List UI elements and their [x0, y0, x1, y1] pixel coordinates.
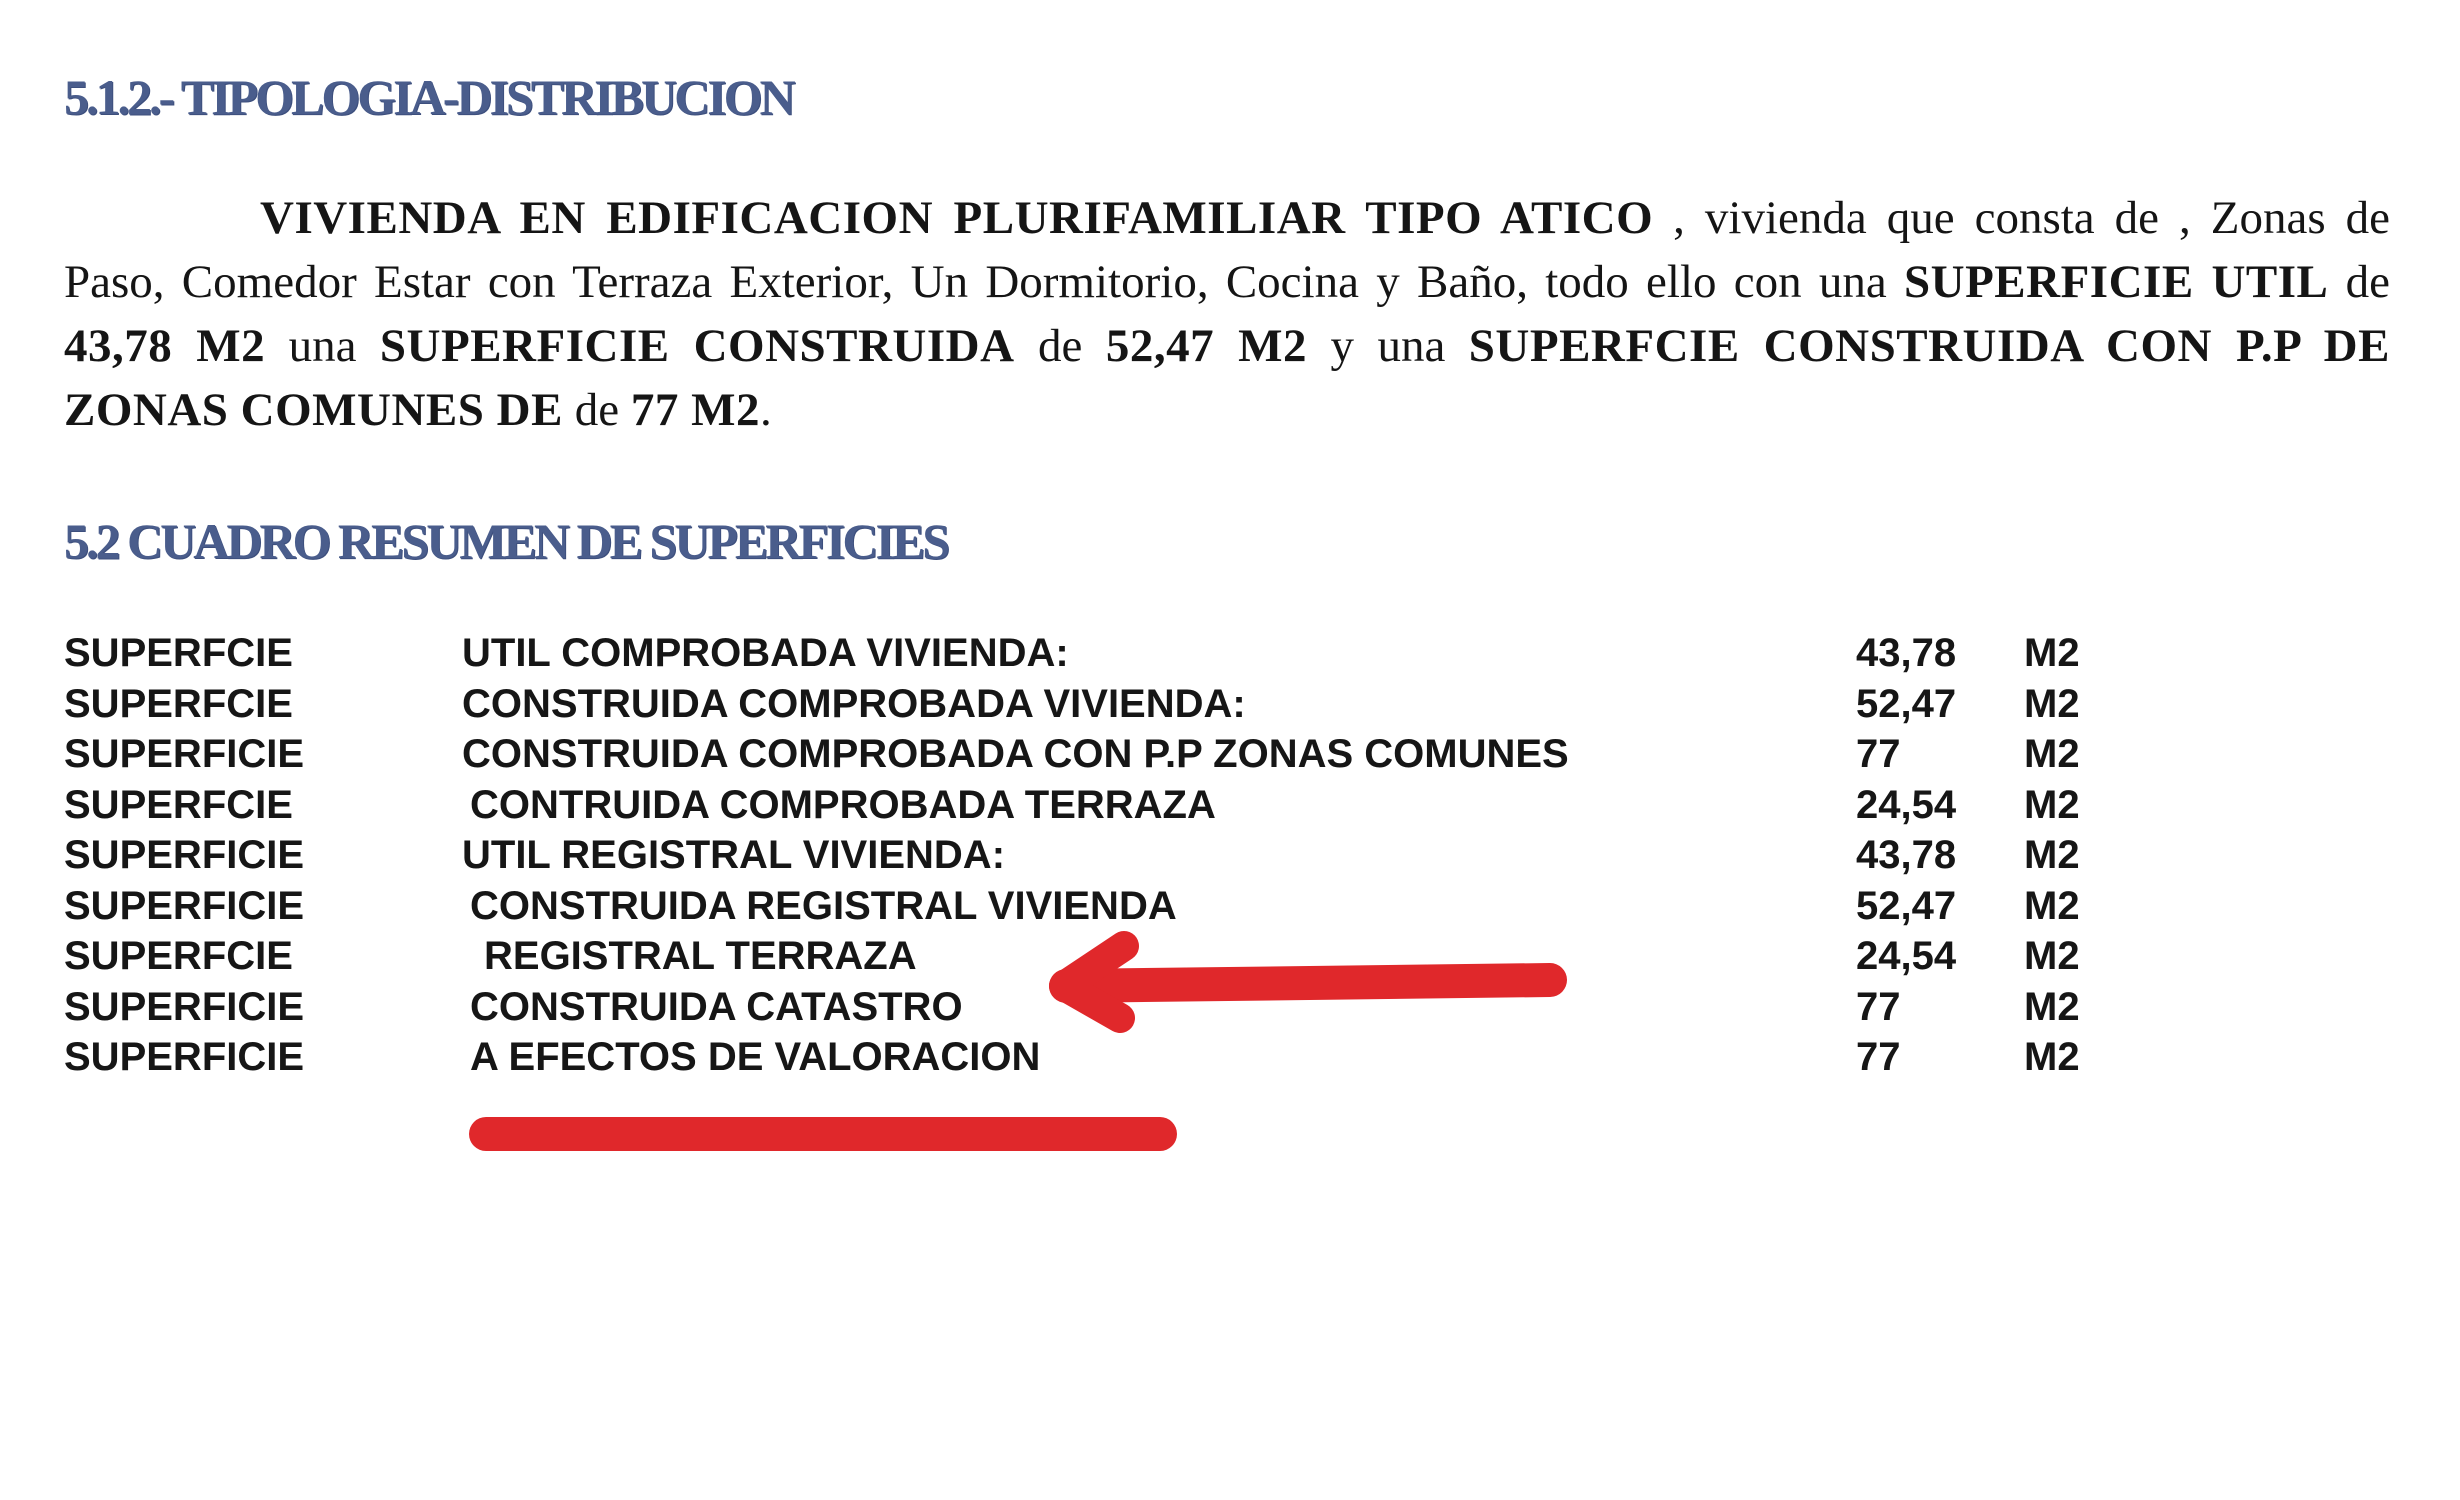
section-heading-cuadro-resumen: 5.2 CUADRO RESUMEN DE SUPERFICIES — [64, 513, 948, 569]
row-description: CONSTRUIDA COMPROBADA CON P.P ZONAS COMUNES — [462, 732, 1569, 776]
row-unit: M2 — [2024, 883, 2080, 928]
row-label: SUPERFICIE — [64, 984, 305, 1029]
row-label: SUPERFICIE — [64, 732, 305, 776]
superficie-util-term: SUPERFICIE UTIL — [1904, 256, 2329, 308]
row-label: SUPERFICIE — [64, 833, 305, 877]
paragraph-text-5: y una — [1306, 320, 1469, 372]
row-unit: M2 — [2024, 631, 2080, 675]
row-unit: M2 — [2024, 984, 2080, 1029]
dwelling-type-title: VIVIENDA EN EDIFICACION PLURIFAMILIAR TIPO ATICO — [260, 192, 1654, 244]
row-value: 24,54 — [1856, 934, 1957, 978]
row-unit: M2 — [2024, 782, 2080, 827]
row-label: SUPERFICIE — [64, 1035, 305, 1079]
table-row — [64, 628, 2114, 679]
row-unit: M2 — [2024, 1035, 2080, 1079]
table-row — [64, 780, 2114, 831]
row-value: 77 — [1856, 984, 1901, 1029]
table-row — [64, 729, 2114, 780]
superficie-comunes-term: SUPERFCIE CONSTRUIDA CON P.P DE ZONAS COMUNES DE — [64, 320, 2390, 436]
row-description: UTIL REGISTRAL VIVIENDA: — [462, 833, 1006, 877]
row-value: 52,47 — [1856, 681, 1957, 726]
row-label: SUPERFICIE — [64, 883, 305, 928]
table-row — [64, 679, 2114, 730]
row-description: REGISTRAL TERRAZA — [484, 934, 917, 978]
row-description: CONSTRUIDA REGISTRAL VIVIENDA — [470, 883, 1177, 928]
table-row — [64, 1032, 2114, 1083]
superficie-construida-term: SUPERFICIE CONSTRUIDA — [379, 320, 1015, 372]
row-value: 43,78 — [1856, 833, 1957, 877]
section-heading-tipologia: 5.1.2.- TIPOLOGIA-DISTRIBUCION — [64, 69, 793, 125]
description-paragraph — [64, 186, 2390, 442]
row-description: UTIL COMPROBADA VIVIENDA: — [462, 631, 1069, 675]
row-label: SUPERFCIE — [64, 782, 293, 827]
surface-summary-table — [64, 628, 2114, 1083]
paragraph-text-3: una — [265, 320, 380, 372]
row-label: SUPERFCIE — [64, 631, 293, 675]
table-row — [64, 982, 2114, 1033]
row-label: SUPERFCIE — [64, 934, 293, 978]
row-value: 24,54 — [1856, 782, 1957, 827]
row-description: CONTRUIDA COMPROBADA TERRAZA — [470, 782, 1216, 827]
row-description: A EFECTOS DE VALORACION — [470, 1035, 1041, 1079]
superficie-construida-value: 52,47 M2 — [1105, 320, 1307, 372]
row-label: SUPERFCIE — [64, 681, 293, 726]
paragraph-text-2: de — [2328, 256, 2390, 308]
row-unit: M2 — [2024, 833, 2080, 877]
superficie-util-value: 43,78 M2 — [64, 320, 266, 372]
paragraph-text-7: . — [759, 384, 772, 436]
paragraph-text-1: , vivienda que consta de , Zonas de Paso, Comedor Estar con Terraza Exterior, Un Dormitorio, Cocina y Baño, todo ello con una — [64, 192, 2390, 308]
row-unit: M2 — [2024, 681, 2080, 726]
table-row — [64, 881, 2114, 932]
superficie-comunes-value: 77 M2 — [630, 384, 760, 436]
table-row — [64, 830, 2114, 881]
row-description: CONSTRUIDA COMPROBADA VIVIENDA: — [462, 681, 1246, 726]
paragraph-text-4: de — [1014, 320, 1106, 372]
row-unit: M2 — [2024, 732, 2080, 776]
row-description: CONSTRUIDA CATASTRO — [470, 984, 963, 1029]
table-row — [64, 931, 2114, 982]
row-value: 77 — [1856, 1035, 1901, 1079]
row-unit: M2 — [2024, 934, 2080, 978]
paragraph-text-6: de — [562, 384, 631, 436]
row-value: 43,78 — [1856, 631, 1957, 675]
row-value: 52,47 — [1856, 883, 1957, 928]
row-value: 77 — [1856, 732, 1901, 776]
